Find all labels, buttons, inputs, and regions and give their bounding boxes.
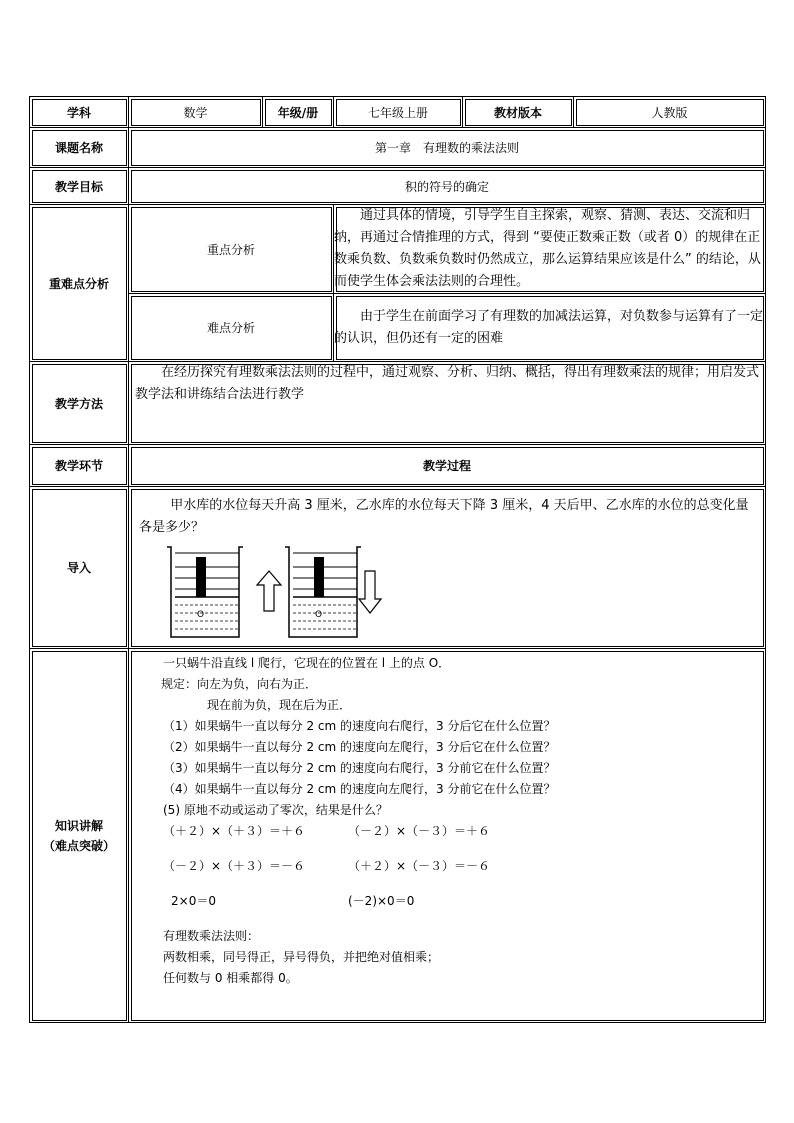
- process-title: 教学过程: [129, 445, 766, 487]
- equation-2b: （＋２）×（－３）＝－６: [348, 859, 491, 873]
- question-3: （3）如果蜗牛一直以每分 2 cm 的速度向右爬行，3 分前它在什么位置？: [163, 761, 556, 775]
- lesson-plan-table: [29, 96, 766, 1023]
- process-header-row: [30, 445, 766, 487]
- key-analysis-text: 通过具体的情境，引导学生自主探索，观察、猜测、表达、交流和归纳，再通过合情推理的方式，得到 “要使正数乘正数（或者 0）的规律在正数乘负数、负数乘负数时仍然成立，那么运算结果应该是什么” 的结论，从而使学生体会乘法法则的合理性。: [334, 205, 766, 294]
- grade-label: 年级/册: [263, 97, 334, 128]
- lesson-label: 课题名称: [30, 128, 129, 168]
- snail-line: 一只蜗牛沿直线 l 爬行，它现在的位置在 l 上的点 O．: [163, 656, 451, 670]
- subject-label: 学科: [30, 97, 129, 128]
- hard-analysis-row: [30, 294, 766, 362]
- question-2: （2）如果蜗牛一直以每分 2 cm 的速度向左爬行，3 分后它在什么位置？: [163, 740, 556, 754]
- lesson-row: [30, 128, 766, 168]
- method-label: 教学方法: [30, 362, 129, 445]
- rule-zero: 任何数与 0 相乘都得 0。: [163, 971, 298, 985]
- reservoir-figure: [165, 545, 385, 641]
- equation-1b: （－２）×（－３）＝＋６: [348, 824, 491, 838]
- goal-value: 积的符号的确定: [129, 168, 766, 205]
- equation-row-1: [163, 821, 755, 842]
- rule-sign: 两数相乘，同号得正，异号得负，并把绝对值相乘；: [163, 950, 440, 964]
- knowledge-content: [129, 649, 765, 995]
- zero-mark-b: O: [315, 610, 323, 620]
- key-analysis-label: 重点分析: [129, 205, 334, 294]
- question-5: (5) 原地不动或运动了零次，结果是什么？: [163, 803, 388, 817]
- rule-time: 现在前为负，现在后为正．: [207, 698, 352, 712]
- equation-3b: (－2)×0＝0: [348, 894, 415, 908]
- question-4: （4）如果蜗牛一直以每分 2 cm 的速度向左爬行，3 分前它在什么位置？: [163, 782, 556, 796]
- rule-direction: 规定：向左为负，向右为正．: [161, 677, 318, 691]
- reservoir-a: [167, 547, 243, 637]
- lesson-title: 第一章 有理数的乘法法则: [129, 128, 766, 168]
- down-arrow-icon: [359, 571, 381, 613]
- process-stage-label: 教学环节: [30, 445, 129, 487]
- goal-row: [30, 168, 766, 205]
- knowledge-row: [30, 649, 766, 1023]
- reservoir-b: [285, 547, 361, 637]
- intro-row: [30, 487, 766, 649]
- equation-2a: （－２）×（＋３）＝－６: [163, 859, 306, 873]
- analysis-label: 重难点分析: [30, 205, 129, 362]
- intro-question: 甲水库的水位每天升高 3 厘米，乙水库的水位每天下降 3 厘米，4 天后甲、乙水库的水位的总变化量各是多少？: [139, 498, 749, 535]
- zero-mark-a: O: [197, 610, 205, 620]
- equation-3a: 2×0＝0: [171, 894, 216, 908]
- intro-label: 导入: [30, 487, 129, 649]
- knowledge-label-cell: [30, 649, 129, 1023]
- edition-value: 人教版: [574, 97, 766, 128]
- method-text: 在经历探究有理数乘法法则的过程中，通过观察、分析、归纳、概括，得出有理数乘法的规律；用启发式教学法和讲练结合法进行教学: [135, 365, 760, 402]
- key-analysis-row: [30, 205, 766, 294]
- method-row: [30, 362, 766, 445]
- knowledge-sublabel: （难点突破）: [42, 839, 115, 853]
- goal-label: 教学目标: [30, 168, 129, 205]
- hard-analysis-label: 难点分析: [129, 294, 334, 362]
- rule-title: 有理数乘法法则：: [163, 929, 260, 943]
- subject-value: 数学: [129, 97, 263, 128]
- equation-1a: （＋２）×（＋３）＝＋６: [163, 824, 306, 838]
- equation-row-2: [163, 856, 755, 877]
- hard-analysis-text: 由于学生在前面学习了有理数的加减法运算，对负数参与运算有了一定的认识，但仍还有一定的困难: [334, 294, 766, 362]
- equation-row-3: [163, 891, 755, 912]
- question-1: （1）如果蜗牛一直以每分 2 cm 的速度向右爬行，3 分后它在什么位置？: [163, 719, 556, 733]
- knowledge-label: 知识讲解: [54, 819, 103, 833]
- edition-label: 教材版本: [463, 97, 574, 128]
- up-arrow-icon: [257, 571, 281, 611]
- grade-value: 七年级上册: [334, 97, 463, 128]
- header-row: [30, 97, 766, 128]
